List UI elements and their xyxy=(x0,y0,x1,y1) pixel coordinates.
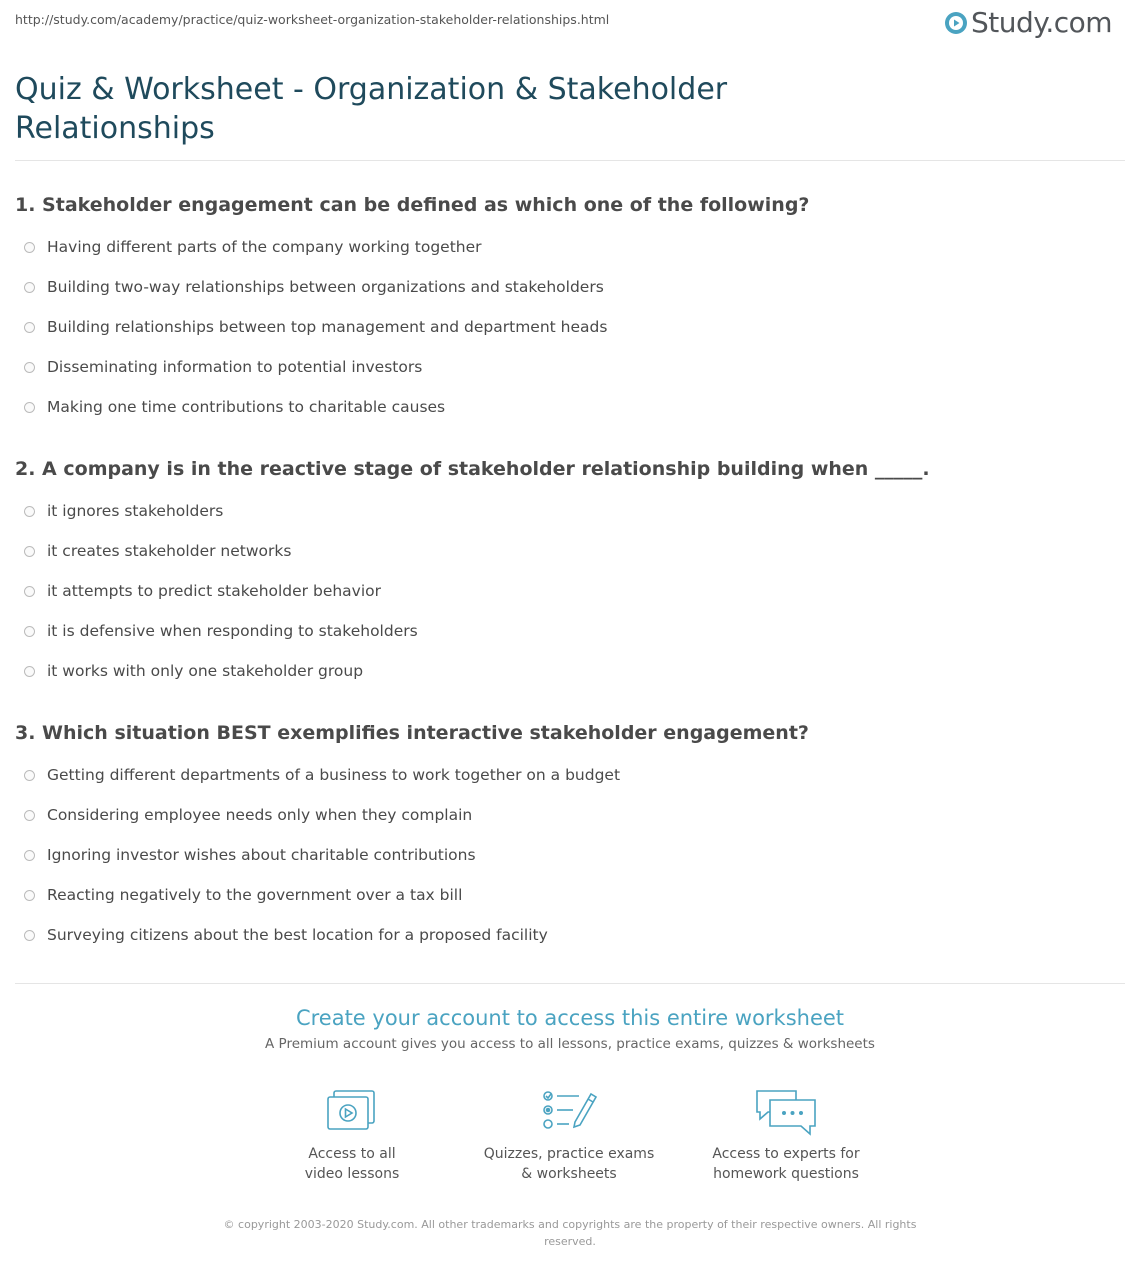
answer-text: Making one time contributions to charitable causes xyxy=(47,398,446,416)
radio-button[interactable] xyxy=(24,546,35,557)
page-url: http://study.com/academy/practice/quiz-worksheet-organization-stakeholder-relationships.html xyxy=(15,12,610,27)
radio-button[interactable] xyxy=(24,506,35,517)
answer-text: Having different parts of the company working together xyxy=(47,238,482,256)
radio-button[interactable] xyxy=(24,402,35,413)
radio-button[interactable] xyxy=(24,322,35,333)
question-1: 1. Stakeholder engagement can be defined as which one of the following? xyxy=(15,194,810,216)
answer-option[interactable] xyxy=(15,611,418,651)
feature-experts xyxy=(686,1088,886,1184)
answer-text: Building relationships between top management and department heads xyxy=(47,318,608,336)
create-account-link[interactable]: Create your account to access this entire worksheet xyxy=(295,1006,845,1030)
answer-option[interactable] xyxy=(15,491,418,531)
feature-quizzes xyxy=(469,1088,669,1184)
question-2-options xyxy=(15,491,418,691)
question-2: 2. A company is in the reactive stage of stakeholder relationship building when _____. xyxy=(15,458,930,480)
answer-text: it creates stakeholder networks xyxy=(47,542,292,560)
answer-option[interactable] xyxy=(15,307,607,347)
quiz-checklist-icon xyxy=(539,1088,599,1134)
radio-button[interactable] xyxy=(24,666,35,677)
video-lessons-icon xyxy=(324,1088,380,1134)
page-title: Quiz & Worksheet - Organization & Stakeholder Relationships xyxy=(15,72,728,146)
answer-text: it ignores stakeholders xyxy=(47,502,224,520)
feature-label-line: Access to experts for xyxy=(712,1146,860,1162)
feature-label-line: homework questions xyxy=(713,1166,859,1182)
chat-bubbles-icon xyxy=(754,1088,818,1138)
feature-video-lessons xyxy=(252,1088,452,1184)
answer-text: it is defensive when responding to stakeholders xyxy=(47,622,418,640)
answer-text: Considering employee needs only when they complain xyxy=(47,806,473,824)
answer-option[interactable] xyxy=(15,835,620,875)
cta-divider xyxy=(15,983,1125,984)
cta-subtitle: A Premium account gives you access to all lessons, practice exams, quizzes & worksheets xyxy=(265,1036,875,1052)
radio-button[interactable] xyxy=(24,930,35,941)
radio-button[interactable] xyxy=(24,282,35,293)
question-3-options xyxy=(15,755,620,955)
radio-button[interactable] xyxy=(24,850,35,861)
radio-button[interactable] xyxy=(24,586,35,597)
feature-label-line: video lessons xyxy=(304,1166,400,1182)
answer-option[interactable] xyxy=(15,795,620,835)
question-1-options xyxy=(15,227,607,427)
answer-option[interactable] xyxy=(15,571,418,611)
play-logo-icon xyxy=(944,11,968,35)
radio-button[interactable] xyxy=(24,890,35,901)
answer-text: Building two-way relationships between organizations and stakeholders xyxy=(47,278,604,296)
radio-button[interactable] xyxy=(24,770,35,781)
logo-text: Study.com xyxy=(971,6,1113,39)
answer-text: Disseminating information to potential investors xyxy=(47,358,423,376)
answer-text: Getting different departments of a business to work together on a budget xyxy=(47,766,621,784)
answer-option[interactable] xyxy=(15,875,620,915)
answer-text: Ignoring investor wishes about charitable contributions xyxy=(47,846,476,864)
answer-text: Reacting negatively to the government over a tax bill xyxy=(47,886,463,904)
answer-option[interactable] xyxy=(15,387,607,427)
answer-option[interactable] xyxy=(15,915,620,955)
feature-label-line: & worksheets xyxy=(521,1166,617,1182)
radio-button[interactable] xyxy=(24,242,35,253)
header-divider xyxy=(15,160,1125,161)
feature-label-line: Quizzes, practice exams xyxy=(483,1146,655,1162)
answer-text: it works with only one stakeholder group xyxy=(47,662,364,680)
question-3: 3. Which situation BEST exemplifies interactive stakeholder engagement? xyxy=(15,722,809,744)
radio-button[interactable] xyxy=(24,626,35,637)
feature-label-line: Access to all xyxy=(308,1146,396,1162)
answer-option[interactable] xyxy=(15,347,607,387)
answer-text: it attempts to predict stakeholder behavior xyxy=(47,582,382,600)
answer-option[interactable] xyxy=(15,651,418,691)
answer-text: Surveying citizens about the best location for a proposed facility xyxy=(47,926,548,944)
copyright-notice: © copyright 2003-2020 Study.com. All other trademarks and copyrights are the property of their respective owners. All rights reserved. xyxy=(223,1218,917,1248)
study-logo[interactable] xyxy=(944,6,1112,39)
answer-option[interactable] xyxy=(15,267,607,307)
radio-button[interactable] xyxy=(24,810,35,821)
radio-button[interactable] xyxy=(24,362,35,373)
answer-option[interactable] xyxy=(15,755,620,795)
answer-option[interactable] xyxy=(15,227,607,267)
answer-option[interactable] xyxy=(15,531,418,571)
